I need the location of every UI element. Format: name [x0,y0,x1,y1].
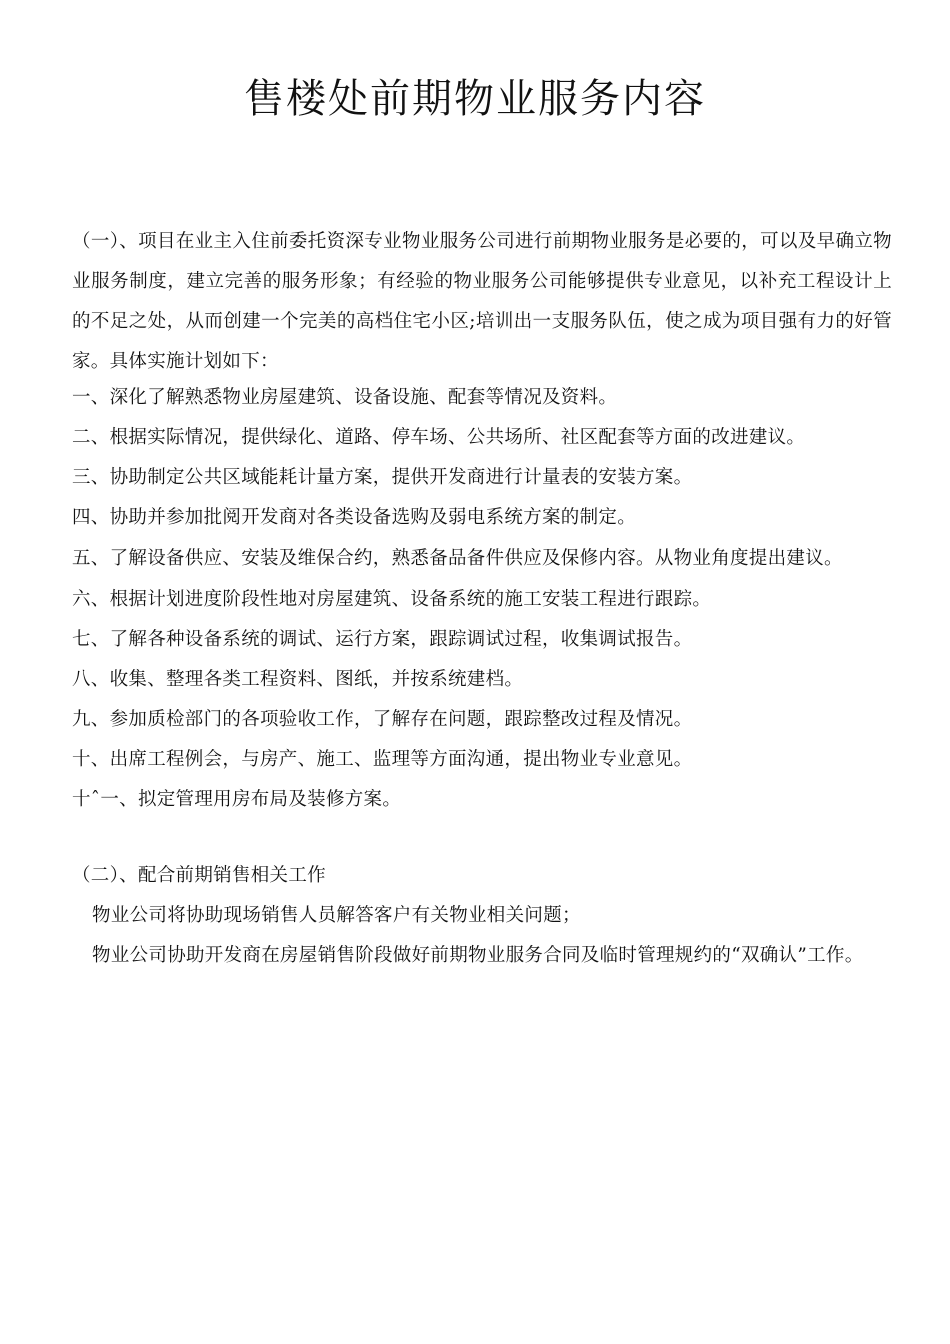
list-item: 十、出席工程例会，与房产、施工、监理等方面沟通，提出物业专业意见。 [72,749,693,770]
list-item: 七、了解各种设备系统的调试、运行方案，跟踪调试过程，收集调试报告。 [72,629,693,650]
list-item: 三、协助制定公共区域能耗计量方案，提供开发商进行计量表的安装方案。 [72,467,693,488]
section-2-heading: （二）、配合前期销售相关工作 [72,865,326,886]
section-2-paragraph-2: 物业公司协助开发商在房屋销售阶段做好前期物业服务合同及临时管理规约的“双确认”工作。 [92,945,864,966]
plan-item-list [72,378,892,820]
list-item: 十ˆ一、拟定管理用房布局及装修方案。 [72,789,402,810]
list-item: 二、根据实际情况，提供绿化、道路、停车场、公共场所、社区配套等方面的改进建议。 [72,427,806,448]
page-title: 售楼处前期物业服务内容 [244,76,706,122]
list-item: 一、深化了解熟悉物业房屋建筑、设备设施、配套等情况及资料。 [72,387,618,408]
intro-paragraph: （一）、项目在业主入住前委托资深专业物业服务公司进行前期物业服务是必要的，可以及早确立物业服务制度，建立完善的服务形象；有经验的物业服务公司能够提供专业意见，以补充工程设计上的不足之处，从而创建一个完美的高档住宅小区;培训出一支服务队伍，使之成为项目强有力的好管家。具体实施计划如下： [72,231,892,372]
list-item: 五、了解设备供应、安装及维保合约，熟悉备品备件供应及保修内容。从物业角度提出建议。 [72,548,843,569]
list-item: 八、收集、整理各类工程资料、图纸，并按系统建档。 [72,669,524,690]
list-item: 九、参加质检部门的各项验收工作，了解存在问题，跟踪整改过程及情况。 [72,709,693,730]
list-item: 六、根据计划进度阶段性地对房屋建筑、设备系统的施工安装工程进行跟踪。 [72,589,712,610]
section-2-paragraph-1: 物业公司将协助现场销售人员解答客户有关物业相关问题； [92,905,581,926]
list-item: 四、协助并参加批阅开发商对各类设备选购及弱电系统方案的制定。 [72,507,637,528]
